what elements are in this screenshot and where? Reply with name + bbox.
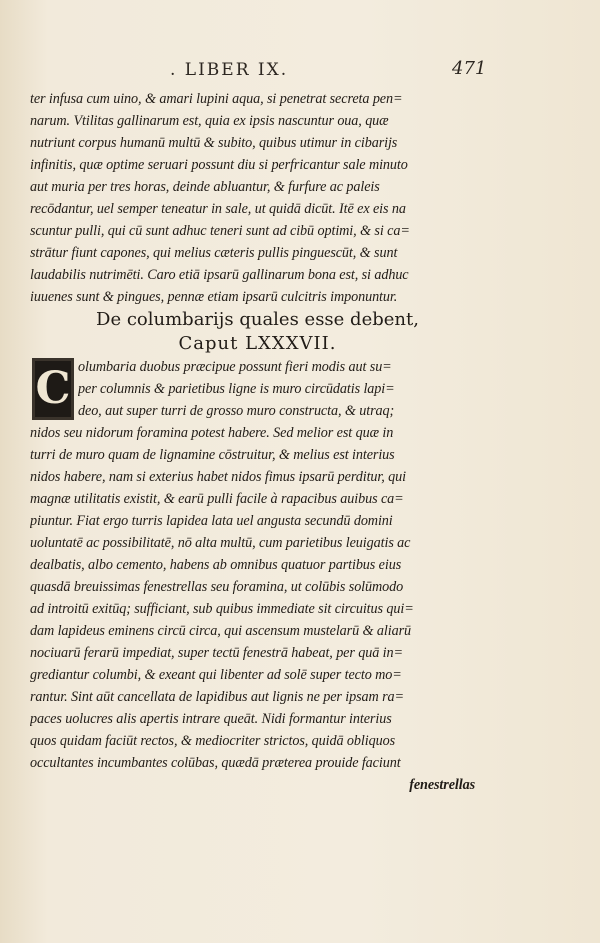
text-line: dam lapideus eminens circū circa, qui ascensum mustelarū & aliarū bbox=[30, 623, 411, 639]
text-line: narum. Vtilitas gallinarum est, quia ex ipsis nascuntur oua, quæ bbox=[30, 113, 389, 129]
chapter-heading: De columbarijs quales esse debent, bbox=[96, 309, 419, 330]
text-line: grediantur columbi, & exeant qui libenter ad solē super tecto mo= bbox=[30, 667, 402, 683]
text-line: paces uolucres alis apertis intrare queāt. Nidi formantur interius bbox=[30, 711, 392, 727]
text-line: ter infusa cum uino, & amari lupini aqua, si penetrat secreta pen= bbox=[30, 91, 403, 107]
text-line: nidos habere, nam si exterius habet nidos fimus ipsarū perditur, qui bbox=[30, 469, 406, 485]
text-line: turri de muro quam de lignamine cōstruitur, & melius est interius bbox=[30, 447, 395, 463]
decorated-initial: C bbox=[32, 358, 74, 420]
text-line: nidos seu nidorum foramina potest habere. Sed melior est quæ in bbox=[30, 425, 394, 441]
text-line: quos quidam faciūt rectos, & mediocriter strictos, quidā obliquos bbox=[30, 733, 395, 749]
text-line: olumbaria duobus præcipue possunt fieri modis aut su= bbox=[78, 359, 392, 375]
text-line: dealbatis, albo cemento, habens ab omnibus quatuor partibus eius bbox=[30, 557, 402, 573]
text-line: piuntur. Fiat ergo turris lapidea lata uel angusta secundū domini bbox=[30, 513, 393, 529]
paragraph-dovecotes bbox=[30, 356, 485, 422]
text-line: uoluntatē ac possibilitatē, nō alta multū, cum parietibus leuigatis ac bbox=[30, 535, 411, 551]
paragraph-chicken-utility bbox=[30, 88, 485, 308]
text-line: aut muria per tres horas, deinde abluantur, & furfure ac paleis bbox=[30, 179, 380, 195]
text-line: ad introitū exitūq; sufficiant, sub quibus immediate sit circuitus qui= bbox=[30, 601, 414, 617]
text-line: infinitis, quæ optime seruari possunt diu si perfricantur sale minuto bbox=[30, 157, 408, 173]
text-line: quasdā breuissimas fenestrellas seu foramina, ut colūbis solūmodo bbox=[30, 579, 404, 595]
text-line: nutriunt corpus humanū multū & subito, quibus utimur in cibarijs bbox=[30, 135, 398, 151]
chapter-number: Caput LXXXVII. bbox=[178, 333, 337, 354]
catchword: fenestrellas bbox=[409, 777, 475, 793]
text-body bbox=[30, 88, 485, 796]
text-line: recōdantur, uel semper teneatur in sale, ut quidā dicūt. Itē ex eis na bbox=[30, 201, 406, 217]
text-line: per columnis & parietibus ligne is muro circūdatis lapi= bbox=[78, 381, 395, 397]
text-line: magnæ utilitatis existit, & earū pulli facile à rapacibus auibus ca= bbox=[30, 491, 404, 507]
running-head-title: . LIBER IX. bbox=[170, 60, 289, 80]
running-head bbox=[0, 58, 600, 84]
page-number: 471 bbox=[452, 58, 487, 79]
text-line: rantur. Sint aūt cancellata de lapidibus aut lignis ne per ipsam ra= bbox=[30, 689, 405, 705]
text-line: nociuarū ferarū impediat, super tectū fenestrā habeat, per quā in= bbox=[30, 645, 403, 661]
text-line: iuuenes sunt & pingues, pennæ etiam ipsarū culcitris imponuntur. bbox=[30, 289, 398, 305]
text-line: laudabilis nutrimēti. Caro etiā ipsarū gallinarum bona est, si adhuc bbox=[30, 267, 409, 283]
text-line: strātur fiunt capones, qui melius cæteris pullis pinguescūt, & sunt bbox=[30, 245, 398, 261]
text-line: scuntur pulli, qui cū sunt adhuc teneri sunt ad cibū optimi, & si ca= bbox=[30, 223, 410, 239]
text-line: occultantes incumbantes colūbas, quædā præterea prouide faciunt bbox=[30, 755, 401, 771]
text-line: deo, aut super turri de grosso muro constructa, & utraq; bbox=[78, 403, 395, 419]
